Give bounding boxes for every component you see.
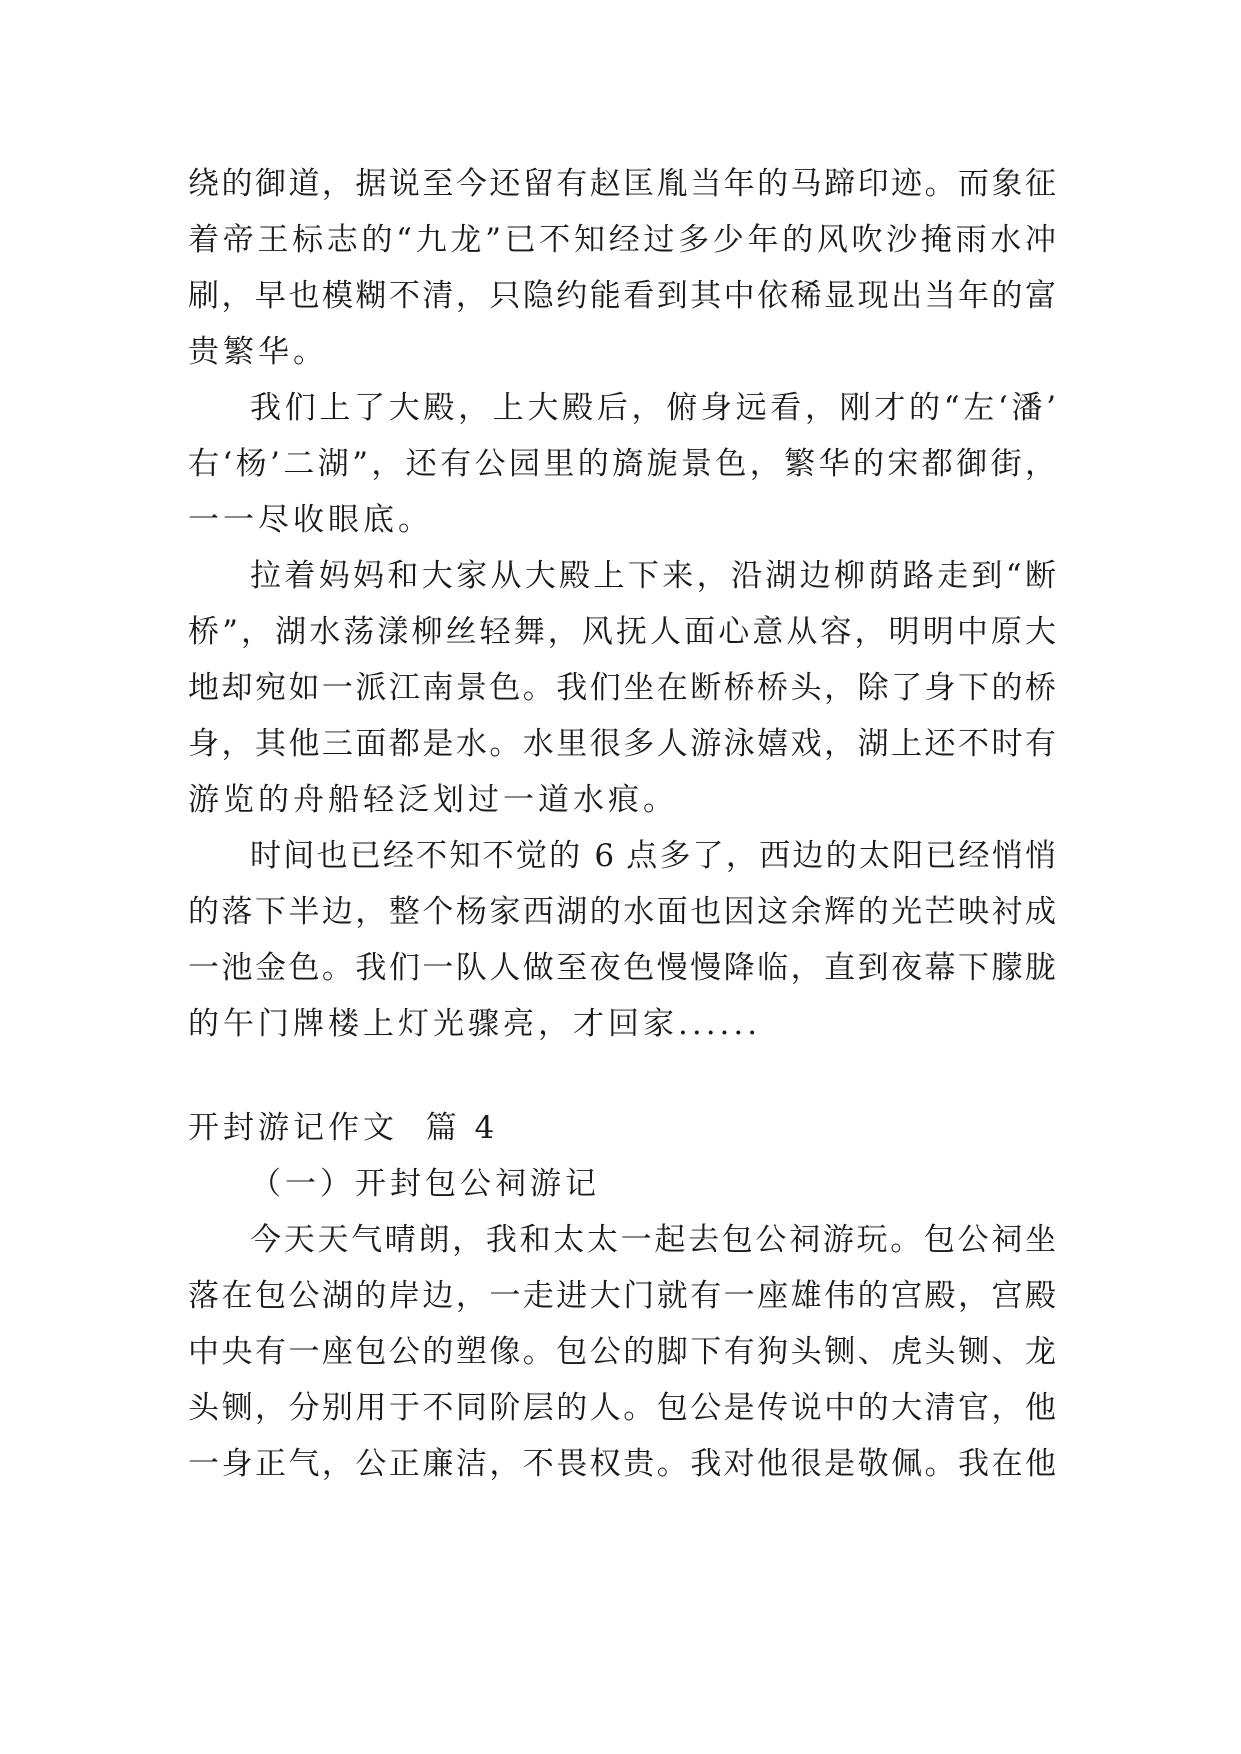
text-line: 我们上了大殿，上大殿后，俯身远看，刚才的“左‘潘’ xyxy=(250,390,1056,426)
text-line: 的午门牌楼上灯光骤亮，才回家...... xyxy=(188,1006,762,1042)
text-line: 一身正气，公正廉洁，不畏权贵。我对他很是敬佩。我在他 xyxy=(188,1446,1056,1482)
text-line: 右‘杨’二湖”，还有公园里的旖旎景色，繁华的宋都御街， xyxy=(188,446,1056,482)
text-line: 今天天气晴朗，我和太太一起去包公祠游玩。包公祠坐 xyxy=(250,1222,1056,1258)
paragraph-1 xyxy=(188,156,1056,380)
text-line: 一一尽收眼底。 xyxy=(188,502,433,538)
paragraph-4 xyxy=(188,828,1056,1052)
text-line: 绕的御道，据说至今还留有赵匡胤当年的马蹄印迹。而象征 xyxy=(188,166,1056,202)
section-subtitle: （一）开封包公祠游记 xyxy=(250,1166,600,1202)
text-line: 落在包公湖的岸边，一走进大门就有一座雄伟的宫殿，宫殿 xyxy=(188,1278,1056,1314)
text-line: 拉着妈妈和大家从大殿上下来，沿湖边柳荫路走到“断 xyxy=(250,558,1056,594)
paragraph-2 xyxy=(188,380,1056,548)
text-line: 着帝王标志的“九龙”已不知经过多少年的风吹沙掩雨水冲 xyxy=(188,222,1056,258)
section-title: 开封游记作文 篇 4 xyxy=(188,1110,499,1146)
document-body xyxy=(188,156,1056,1492)
text-line: 地却宛如一派江南景色。我们坐在断桥桥头，除了身下的桥 xyxy=(188,670,1056,706)
text-line: 刷，早也模糊不清，只隐约能看到其中依稀显现出当年的富 xyxy=(188,278,1056,314)
paragraph-5 xyxy=(188,1212,1056,1492)
text-line: 时间也已经不知不觉的 6 点多了，西边的太阳已经悄悄 xyxy=(250,838,1056,874)
paragraph-3 xyxy=(188,548,1056,828)
text-line: 身，其他三面都是水。水里很多人游泳嬉戏，湖上还不时有 xyxy=(188,726,1056,762)
text-line: 的落下半边，整个杨家西湖的水面也因这余辉的光芒映衬成 xyxy=(188,894,1056,930)
text-line: 贵繁华。 xyxy=(188,334,328,370)
text-line: 一池金色。我们一队人做至夜色慢慢降临，直到夜幕下朦胧 xyxy=(188,950,1056,986)
text-line: 头铡，分别用于不同阶层的人。包公是传说中的大清官，他 xyxy=(188,1390,1056,1426)
text-line: 中央有一座包公的塑像。包公的脚下有狗头铡、虎头铡、龙 xyxy=(188,1334,1056,1370)
text-line: 桥”，湖水荡漾柳丝轻舞，风抚人面心意从容，明明中原大 xyxy=(188,614,1056,650)
text-line: 游览的舟船轻泛划过一道水痕。 xyxy=(188,782,678,818)
